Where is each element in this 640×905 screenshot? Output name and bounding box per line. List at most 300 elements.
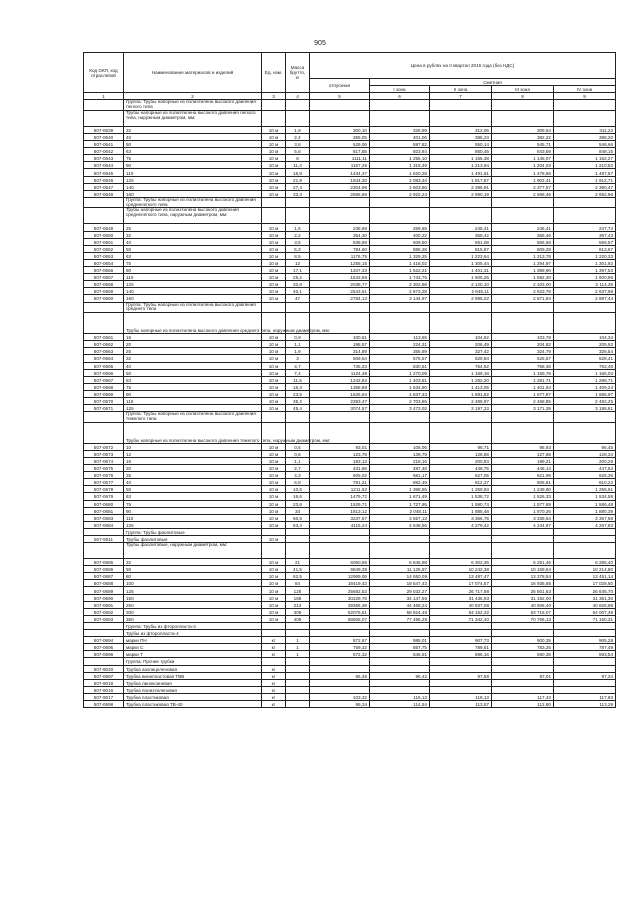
- zone-4-price: 13 451,14: [554, 573, 616, 580]
- item-name: 16: [124, 334, 262, 341]
- zone-2-price: 595,16: [430, 651, 492, 658]
- zone-1-price: 114,54: [370, 700, 430, 707]
- item-unit: 10 м: [262, 573, 286, 580]
- zone-1-price: 6 845,98: [370, 559, 430, 566]
- item-unit: 10 м: [262, 580, 286, 587]
- release-price: 16419,43: [310, 580, 370, 587]
- empty-cell: [84, 630, 124, 637]
- item-unit: 10 м: [262, 274, 286, 281]
- zone-4-price: 2 637,98: [554, 288, 616, 295]
- zone-1-price: 401,06: [370, 134, 430, 141]
- zone-3-price: 1 577,89: [492, 500, 554, 507]
- table-row: [84, 231, 616, 238]
- zone-1-price: 11 125,87: [370, 566, 430, 573]
- zone-3-price: 2 871,84: [492, 295, 554, 302]
- zone-3-price: 2 668,46: [492, 190, 554, 197]
- zone-1-price: [370, 536, 430, 543]
- item-mass: 50,5: [286, 514, 310, 521]
- zone-4-price: 905,28: [554, 637, 616, 644]
- zone-4-price: 1 586,48: [554, 500, 616, 507]
- item-name: 20: [124, 341, 262, 348]
- table-row: [84, 148, 616, 155]
- item-unit: 10 м: [262, 479, 286, 486]
- item-code: 507-0692: [84, 608, 124, 615]
- zone-3-price: 31 182,00: [492, 594, 554, 601]
- zone-2-price: 200,83: [430, 457, 492, 464]
- item-unit: 10 м: [262, 507, 286, 514]
- zone-2-price: 118,13: [430, 693, 492, 700]
- item-name: 63: [124, 493, 262, 500]
- item-mass: 4,7: [286, 362, 310, 369]
- item-unit: 10 м: [262, 259, 286, 266]
- item-unit: 10 м: [262, 521, 286, 528]
- header-zone-4: IV зона: [554, 86, 616, 93]
- zone-3-price: [492, 686, 554, 693]
- zone-3-price: 843,59: [492, 148, 554, 155]
- empty-cell: [84, 622, 124, 629]
- item-code: 507-0685: [84, 559, 124, 566]
- zone-1-price: 646,51: [370, 651, 430, 658]
- zone-2-price: 1 605,26: [430, 274, 492, 281]
- zone-3-price: 1 401,64: [492, 383, 554, 390]
- item-mass: [286, 693, 310, 700]
- zone-1-price: 14 650,09: [370, 573, 430, 580]
- empty-cell: [286, 208, 310, 224]
- zone-4-price: 787,49: [554, 644, 616, 651]
- zone-3-price: 16 936,66: [492, 580, 554, 587]
- group-row: [84, 302, 616, 313]
- zone-3-price: 900,35: [492, 637, 554, 644]
- group-title: Трубы напорные из полиэтилена высокого давления тяжелого типа, наружным диаметром, мм:: [124, 422, 262, 443]
- item-unit: 10 м: [262, 134, 286, 141]
- subgroup-row: [84, 208, 616, 224]
- zone-4-price: 117,83: [554, 693, 616, 700]
- zone-1-price: 2 703,65: [370, 397, 430, 404]
- group-row: [84, 622, 616, 629]
- zone-3-price: 1 159,76: [492, 369, 554, 376]
- zone-3-price: 556,58: [492, 238, 554, 245]
- empty-cell: [262, 658, 286, 665]
- zone-2-price: 561,08: [430, 238, 492, 245]
- empty-cell: [286, 528, 310, 535]
- item-name: 25: [124, 348, 262, 355]
- item-code: 507-0645: [84, 169, 124, 176]
- item-unit: 10 м: [262, 587, 286, 594]
- empty-cell: [492, 412, 554, 423]
- zone-3-price: 53 715,07: [492, 608, 554, 615]
- item-unit: кг: [262, 693, 286, 700]
- zone-2-price: 71 342,40: [430, 615, 492, 622]
- table-row: [84, 397, 616, 404]
- header-unit: Ед. изм.: [262, 53, 286, 93]
- item-name: Трубка пластиковая ТВ-40: [124, 700, 262, 707]
- item-unit: кг: [262, 644, 286, 651]
- zone-3-price: 10 159,64: [492, 566, 554, 573]
- zone-2-price: 1 885,48: [430, 507, 492, 514]
- item-mass: 27,4: [286, 183, 310, 190]
- col-number: 8: [492, 93, 554, 100]
- item-name: 125: [124, 176, 262, 183]
- item-code: 507-0651: [84, 238, 124, 245]
- zone-4-price: 1 256,61: [554, 486, 616, 493]
- empty-cell: [286, 622, 310, 629]
- zone-4-price: 96,45: [554, 443, 616, 450]
- release-price: 1434,37: [310, 169, 370, 176]
- zone-3-price: 1 677,87: [492, 390, 554, 397]
- group-title: Трубы из фторопласта-4: [124, 630, 262, 637]
- item-code: 507-0689: [84, 587, 124, 594]
- item-code: 507-0678: [84, 486, 124, 493]
- group-title: Трубы напорные из полиэтилена высокого давления легкого типа, наружным диаметром, мм:: [124, 110, 262, 126]
- zone-2-price: 368,42: [430, 231, 492, 238]
- release-price: 1358,88: [310, 383, 370, 390]
- empty-cell: [310, 543, 370, 559]
- item-unit: кг: [262, 700, 286, 707]
- item-mass: 4,3: [286, 472, 310, 479]
- group-title: Группа: Трубы фаолитовые: [124, 528, 262, 535]
- zone-1-price: 882,49: [370, 479, 430, 486]
- zone-2-price: 529,84: [430, 355, 492, 362]
- item-unit: 10 м: [262, 281, 286, 288]
- item-name: 25: [124, 472, 262, 479]
- page-number: 905: [314, 40, 326, 47]
- release-price: 781,21: [310, 479, 370, 486]
- zone-3-price: 2 468,85: [492, 397, 554, 404]
- item-code: 507-0660: [84, 295, 124, 302]
- item-mass: 16,6: [286, 493, 310, 500]
- item-mass: 40,1: [286, 288, 310, 295]
- release-price: [310, 679, 370, 686]
- zone-2-price: 907,73: [430, 637, 492, 644]
- header-zone-2: II зона: [430, 86, 492, 93]
- zone-4-price: 1 912,71: [554, 176, 616, 183]
- table-row: [84, 686, 616, 693]
- item-mass: 23,6: [286, 500, 310, 507]
- item-code: 507-0698: [84, 700, 124, 707]
- item-name: 160: [124, 190, 262, 197]
- zone-3-price: 204,82: [492, 341, 554, 348]
- empty-cell: [310, 412, 370, 423]
- zone-3-price: 783,25: [492, 644, 554, 651]
- release-price: 30229,76: [310, 594, 370, 601]
- zone-2-price: [430, 679, 492, 686]
- zone-1-price: 3 144,97: [370, 295, 430, 302]
- group-title: Группа: Прочие трубки: [124, 658, 262, 665]
- empty-cell: [286, 197, 310, 208]
- empty-cell: [286, 110, 310, 126]
- release-price: 1626,64: [310, 390, 370, 397]
- group-row: [84, 412, 616, 423]
- item-name: 90: [124, 267, 262, 274]
- empty-cell: [492, 100, 554, 111]
- header-zone-3: III зона: [492, 86, 554, 93]
- item-mass: 12: [286, 259, 310, 266]
- item-unit: 10 м: [262, 443, 286, 450]
- item-name: 40: [124, 362, 262, 369]
- item-name: Трубка винипластовая ТВВ: [124, 672, 262, 679]
- zone-3-price: 1 389,90: [492, 267, 554, 274]
- release-price: 1242,62: [310, 376, 370, 383]
- item-name: 12: [124, 450, 262, 457]
- zone-3-price: 309,54: [492, 126, 554, 133]
- zone-2-price: 1 491,61: [430, 169, 492, 176]
- col-number: 4: [286, 93, 310, 100]
- item-name: 40: [124, 238, 262, 245]
- zone-4-price: 1 487,57: [554, 169, 616, 176]
- item-name: Трубка полиэтиленовая: [124, 686, 262, 693]
- empty-cell: [84, 422, 124, 443]
- table-row: [84, 587, 616, 594]
- release-price: 3074,57: [310, 405, 370, 412]
- zone-2-price: 31 435,93: [430, 594, 492, 601]
- release-price: 93,01: [310, 443, 370, 450]
- empty-cell: [84, 110, 124, 126]
- empty-cell: [492, 302, 554, 313]
- zone-4-price: [554, 665, 616, 672]
- item-mass: 21: [286, 559, 310, 566]
- zone-2-price: 550,14: [430, 141, 492, 148]
- zone-2-price: [430, 536, 492, 543]
- zone-3-price: 95,93: [492, 443, 554, 450]
- zone-1-price: 58 824,48: [370, 608, 430, 615]
- item-name: 25: [124, 224, 262, 231]
- item-unit: 10 м: [262, 252, 286, 259]
- table-row: [84, 500, 616, 507]
- header-mass: Масса брутто, кг: [286, 53, 310, 93]
- zone-2-price: 4 279,42: [430, 521, 492, 528]
- empty-cell: [430, 110, 492, 126]
- release-price: 1529,71: [310, 500, 370, 507]
- col-number: 3: [262, 93, 286, 100]
- zone-3-price: 6 251,46: [492, 559, 554, 566]
- empty-cell: [554, 422, 616, 443]
- empty-cell: [84, 528, 124, 535]
- item-code: 507-9020: [84, 665, 124, 672]
- zone-2-price: 26 717,88: [430, 587, 492, 594]
- zone-3-price: 1 213,78: [492, 252, 554, 259]
- item-code: 507-0694: [84, 637, 124, 644]
- zone-3-price: 1 870,26: [492, 507, 554, 514]
- item-unit: 10 м: [262, 608, 286, 615]
- zone-4-price: 1 600,96: [554, 274, 616, 281]
- empty-cell: [554, 110, 616, 126]
- item-unit: 10 м: [262, 514, 286, 521]
- zone-1-price: 2 302,98: [370, 281, 430, 288]
- item-unit: 10 м: [262, 465, 286, 472]
- zone-1-price: 105,06: [370, 443, 430, 450]
- table-row: [84, 341, 616, 348]
- item-mass: 62,5: [286, 573, 310, 580]
- group-title: Группа: Трубы напорные из полиэтилена высокого давления среднего типа: [124, 302, 262, 313]
- item-name: 10: [124, 443, 262, 450]
- item-name: 125: [124, 521, 262, 528]
- table-row: [84, 274, 616, 281]
- item-name: 50: [124, 369, 262, 376]
- subgroup-row: [84, 422, 616, 443]
- zone-3-price: 758,36: [492, 362, 554, 369]
- zone-3-price: 1 281,71: [492, 376, 554, 383]
- item-unit: кг: [262, 679, 286, 686]
- item-name: 110: [124, 169, 262, 176]
- empty-cell: [262, 528, 286, 535]
- group-title: Группа: Трубы напорные из полиэтилена высокого давления легкого типа: [124, 100, 262, 111]
- zone-3-price: [492, 536, 554, 543]
- group-title: Группа: Трубы из фторопласта-4: [124, 622, 262, 629]
- group-title: Группа: Трубы напорные из полиэтилена высокого давления среднелегкого типа: [124, 197, 262, 208]
- table-row: [84, 267, 616, 274]
- empty-cell: [554, 630, 616, 637]
- item-mass: 84: [286, 580, 310, 587]
- table-header: [84, 53, 616, 100]
- empty-cell: [430, 422, 492, 443]
- item-code: 507-0687: [84, 573, 124, 580]
- price-table: [83, 52, 616, 708]
- empty-cell: [492, 110, 554, 126]
- zone-4-price: 848,15: [554, 148, 616, 155]
- item-code: 507-0672: [84, 443, 124, 450]
- release-price: 300,10: [310, 126, 370, 133]
- empty-cell: [262, 543, 286, 559]
- zone-4-price: 200,29: [554, 457, 616, 464]
- zone-1-price: 1 837,43: [370, 390, 430, 397]
- zone-4-price: [554, 686, 616, 693]
- item-name: 50: [124, 245, 262, 252]
- item-unit: 10 м: [262, 224, 286, 231]
- item-mass: 213: [286, 601, 310, 608]
- item-code: 507-0659: [84, 288, 124, 295]
- release-price: 99,34: [310, 700, 370, 707]
- empty-cell: [554, 622, 616, 629]
- release-price: 354,30: [310, 231, 370, 238]
- item-code: 507-0658: [84, 281, 124, 288]
- zone-2-price: 850,45: [430, 148, 492, 155]
- empty-cell: [554, 543, 616, 559]
- item-name: Трубка линоксиновая: [124, 679, 262, 686]
- empty-cell: [310, 528, 370, 535]
- table-row: [84, 679, 616, 686]
- release-price: 2393,47: [310, 397, 370, 404]
- zone-4-price: 31 351,30: [554, 594, 616, 601]
- table-row: [84, 252, 616, 259]
- item-mass: 23,5: [286, 390, 310, 397]
- zone-4-price: 810,22: [554, 479, 616, 486]
- item-code: 507-0683: [84, 514, 124, 521]
- release-price: 2038,77: [310, 281, 370, 288]
- zone-4-price: 26 645,70: [554, 587, 616, 594]
- empty-cell: [370, 313, 430, 334]
- empty-cell: [554, 528, 616, 535]
- item-mass: 1: [286, 637, 310, 644]
- zone-2-price: 2 645,11: [430, 288, 492, 295]
- empty-cell: [262, 110, 286, 126]
- item-name: марки С: [124, 644, 262, 651]
- zone-4-price: 2 390,47: [554, 183, 616, 190]
- zone-1-price: 139,79: [370, 450, 430, 457]
- zone-3-price: 365,46: [492, 231, 554, 238]
- empty-cell: [430, 302, 492, 313]
- item-name: 125: [124, 405, 262, 412]
- zone-1-price: 116,13: [370, 693, 430, 700]
- zone-1-price: 44 468,24: [370, 601, 430, 608]
- table-row: [84, 295, 616, 302]
- zone-3-price: 1 249,80: [492, 486, 554, 493]
- release-price: 39366,38: [310, 601, 370, 608]
- item-unit: 10 м: [262, 457, 286, 464]
- item-unit: 10 м: [262, 288, 286, 295]
- zone-1-price: 2 048,11: [370, 507, 430, 514]
- zone-4-price: 4 267,83: [554, 521, 616, 528]
- item-name: 350: [124, 615, 262, 622]
- empty-cell: [492, 197, 554, 208]
- release-price: [310, 536, 370, 543]
- group-title: Трубы фаолитовые, наружным диаметром, мм:: [124, 543, 262, 559]
- col-number: 1: [84, 93, 124, 100]
- item-code: 507-0691: [84, 601, 124, 608]
- empty-cell: [286, 658, 310, 665]
- release-price: 103,32: [310, 693, 370, 700]
- table-row: [84, 224, 616, 231]
- zone-2-price: 113,57: [430, 700, 492, 707]
- zone-3-price: 2 623,76: [492, 288, 554, 295]
- zone-1-price: 113,65: [370, 334, 430, 341]
- zone-3-price: 3 339,54: [492, 514, 554, 521]
- item-code: 507-0684: [84, 521, 124, 528]
- table-row: [84, 362, 616, 369]
- zone-4-price: 326,54: [554, 348, 616, 355]
- release-price: 1124,38: [310, 369, 370, 376]
- item-name: 80: [124, 573, 262, 580]
- item-mass: 33,3: [286, 190, 310, 197]
- zone-1-price: 487,48: [370, 465, 430, 472]
- table-row: [84, 665, 616, 672]
- item-mass: 2,7: [286, 465, 310, 472]
- item-name: 63: [124, 376, 262, 383]
- zone-2-price: 2 488,97: [430, 397, 492, 404]
- zone-3-price: 3 171,39: [492, 405, 554, 412]
- release-price: 759,32: [310, 644, 370, 651]
- item-name: марки Т: [124, 651, 262, 658]
- table-row: [84, 521, 616, 528]
- zone-2-price: 448,75: [430, 465, 492, 472]
- item-code: 507-0667: [84, 376, 124, 383]
- zone-2-price: 1 223,64: [430, 252, 492, 259]
- table-row: [84, 183, 616, 190]
- item-mass: 47: [286, 295, 310, 302]
- subgroup-row: [84, 313, 616, 334]
- col-number: 7: [430, 93, 492, 100]
- item-code: 507-0697: [84, 672, 124, 679]
- zone-2-price: 1 691,52: [430, 390, 492, 397]
- item-name: Трубы фаолитовые: [124, 536, 262, 543]
- table-row: [84, 693, 616, 700]
- table-row: [84, 348, 616, 355]
- table-row: [84, 334, 616, 341]
- zone-3-price: 4 244,87: [492, 521, 554, 528]
- zone-2-price: 128,66: [430, 450, 492, 457]
- zone-3-price: 1 902,41: [492, 176, 554, 183]
- empty-cell: [262, 630, 286, 637]
- table-row: [84, 390, 616, 397]
- item-unit: 10 м: [262, 183, 286, 190]
- release-price: 1255,15: [310, 259, 370, 266]
- zone-2-price: 789,61: [430, 644, 492, 651]
- item-code: 507-0670: [84, 397, 124, 404]
- zone-3-price: 127,65: [492, 450, 554, 457]
- zone-4-price: 813,67: [554, 245, 616, 252]
- item-mass: [286, 672, 310, 679]
- item-code: 507-0688: [84, 580, 124, 587]
- zone-1-price: 1 368,65: [370, 486, 430, 493]
